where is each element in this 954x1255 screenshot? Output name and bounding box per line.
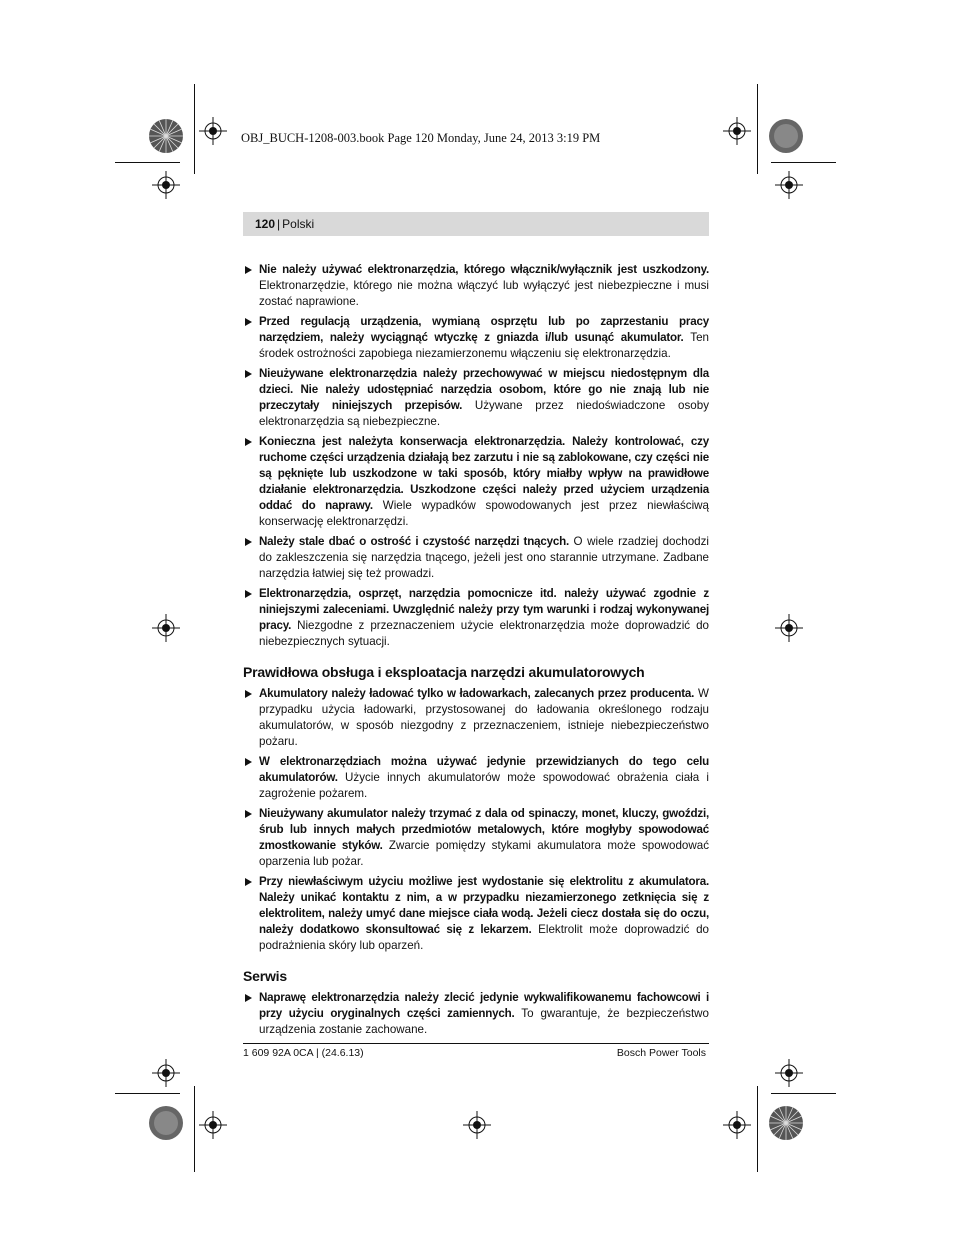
crosshair-icon bbox=[463, 1111, 491, 1139]
footer-brand: Bosch Power Tools bbox=[616, 1047, 706, 1059]
bullet-arrow-icon bbox=[245, 590, 252, 598]
bullet-arrow-icon bbox=[245, 690, 252, 698]
crosshair-icon bbox=[199, 1111, 227, 1139]
list-item: Elektronarzędzia, osprzęt, narzędzia pomocnicze itd. należy używać zgodnie z niniejszymi zaleceniami. Uwzględnić należy przy tym warunki i rodzaj wykonywanej pracy. Niezgodne z przeznaczeniem użycie elektronarzędzia może doprowadzić do niebezpiecznych sytuacji. bbox=[243, 586, 709, 650]
list-item: Przed regulacją urządzenia, wymianą osprzętu lub po zaprzestaniu pracy narzędziem, należy wyciągnąć wtyczkę z gniazda i/lub usunąć akumulator. Ten środek ostrożności zapobiega niezamierzonemu włączeniu się elektronarzędzia. bbox=[243, 314, 709, 362]
bullet-arrow-icon bbox=[245, 758, 252, 766]
list-item: Nieużywane elektronarzędzia należy przechowywać w miejscu niedostępnym dla dzieci. Nie należy udostępniać narzędzia osobom, które go nie znają lub nie przeczytały niniejszych przepisów. Używane przez niedoświadczone osoby elektronarzędzia są niebezpieczne. bbox=[243, 366, 709, 430]
list-item: Akumulatory należy ładować tylko w ładowarkach, zalecanych przez producenta. W przypadku użycia ładowarki, przystosowanej do ładowania określonego rodzaju akumulatorów, w sposób niezgodny z przeznaczeniem, istnieje niebezpieczeństwo pożaru. bbox=[243, 686, 709, 750]
crop-mark bbox=[115, 1093, 180, 1094]
page-header-bar: 120 | Polski bbox=[243, 212, 709, 236]
crosshair-icon bbox=[723, 117, 751, 145]
print-header: OBJ_BUCH-1208-003.book Page 120 Monday, June 24, 2013 3:19 PM bbox=[241, 131, 601, 145]
list-item: Należy stale dbać o ostrość i czystość narzędzi tnących. O wiele rzadziej dochodzi do zakleszczenia się narzędzia tnącego, jeżeli jest ono starannie utrzymane. Zadbane narzędzia łatwiej się też prowadzi. bbox=[243, 534, 709, 582]
bullet-arrow-icon bbox=[245, 994, 252, 1002]
list-item: Konieczna jest należyta konserwacja elektronarzędzia. Należy kontrolować, czy ruchome części urządzenia działają bez zarzutu i nie są zablokowane, czy części nie są pęknięte lub uszkodzone w taki sposób, który miałby wpływ na prawidłowe działanie elektronarzędzia. Uszkodzone części należy przed użyciem urządzenia oddać do naprawy. Wiele wypadków spowodowanych jest przez niewłaściwą konserwację elektronarzędzi. bbox=[243, 434, 709, 530]
registration-dot-icon bbox=[767, 117, 805, 155]
bullet-arrow-icon bbox=[245, 266, 252, 274]
crop-mark bbox=[771, 162, 836, 163]
crosshair-icon bbox=[152, 1059, 180, 1087]
crosshair-icon bbox=[723, 1111, 751, 1139]
crop-mark bbox=[194, 1086, 195, 1172]
list-item: Naprawę elektronarzędzia należy zlecić jedynie wykwalifikowanemu fachowcowi i przy użyciu oryginalnych części zamiennych. To gwarantuje, że bezpieczeństwo urządzenia zostanie zachowane. bbox=[243, 990, 709, 1038]
registration-sunburst-icon bbox=[147, 117, 185, 155]
crosshair-icon bbox=[775, 1059, 803, 1087]
crosshair-icon bbox=[775, 171, 803, 199]
registration-dot-icon bbox=[147, 1104, 185, 1142]
crop-mark bbox=[757, 84, 758, 174]
page-language: Polski bbox=[282, 217, 315, 231]
crop-mark bbox=[115, 162, 180, 163]
crop-mark bbox=[194, 84, 195, 174]
page-number: 120 bbox=[255, 217, 276, 231]
list-item: Przy niewłaściwym użyciu możliwe jest wydostanie się elektrolitu z akumulatora. Należy unikać kontaktu z nim, a w przypadku niezamierzonego zetknięcia się z elektrolitem, należy umyć dane miejsce ciała wodą. Jeżeli ciecz dostała się do oczu, należy dodatkowo skonsultować się z lekarzem. Elektrolit może doprowadzić do podrażnienia skóry lub oparzeń. bbox=[243, 874, 709, 954]
bullet-arrow-icon bbox=[245, 438, 252, 446]
registration-sunburst-icon bbox=[767, 1104, 805, 1142]
bullet-arrow-icon bbox=[245, 810, 252, 818]
footer-divider bbox=[243, 1043, 709, 1044]
crosshair-icon bbox=[199, 117, 227, 145]
bullet-arrow-icon bbox=[245, 878, 252, 886]
footer-document-code: 1 609 92A 0CA | (24.6.13) bbox=[243, 1047, 364, 1059]
bullet-arrow-icon bbox=[245, 370, 252, 378]
crosshair-icon bbox=[152, 614, 180, 642]
list-item: Nie należy używać elektronarzędzia, którego włącznik/wyłącznik jest uszkodzony. Elektronarzędzie, którego nie można włączyć lub wyłączyć jest niebezpieczne i musi zostać naprawione. bbox=[243, 262, 709, 310]
main-content bbox=[243, 262, 709, 1042]
section-heading: Prawidłowa obsługa i eksploatacja narzędzi akumulatorowych bbox=[243, 664, 645, 680]
bullet-arrow-icon bbox=[245, 318, 252, 326]
crosshair-icon bbox=[152, 171, 180, 199]
crop-mark bbox=[771, 1093, 836, 1094]
crosshair-icon bbox=[775, 614, 803, 642]
crop-mark bbox=[757, 1086, 758, 1172]
section-heading: Serwis bbox=[243, 968, 287, 984]
list-item: Nieużywany akumulator należy trzymać z dala od spinaczy, monet, kluczy, gwoździ, śrub lub innych małych przedmiotów metalowych, które mogłyby spowodować zmostkowanie styków. Zwarcie pomiędzy stykami akumulatora może spowodować oparzenia lub pożar. bbox=[243, 806, 709, 870]
bullet-arrow-icon bbox=[245, 538, 252, 546]
list-item: W elektronarzędziach można używać jedynie przewidzianych do tego celu akumulatorów. Użycie innych akumulatorów może spowodować obrażenia ciała i zagrożenie pożarem. bbox=[243, 754, 709, 802]
